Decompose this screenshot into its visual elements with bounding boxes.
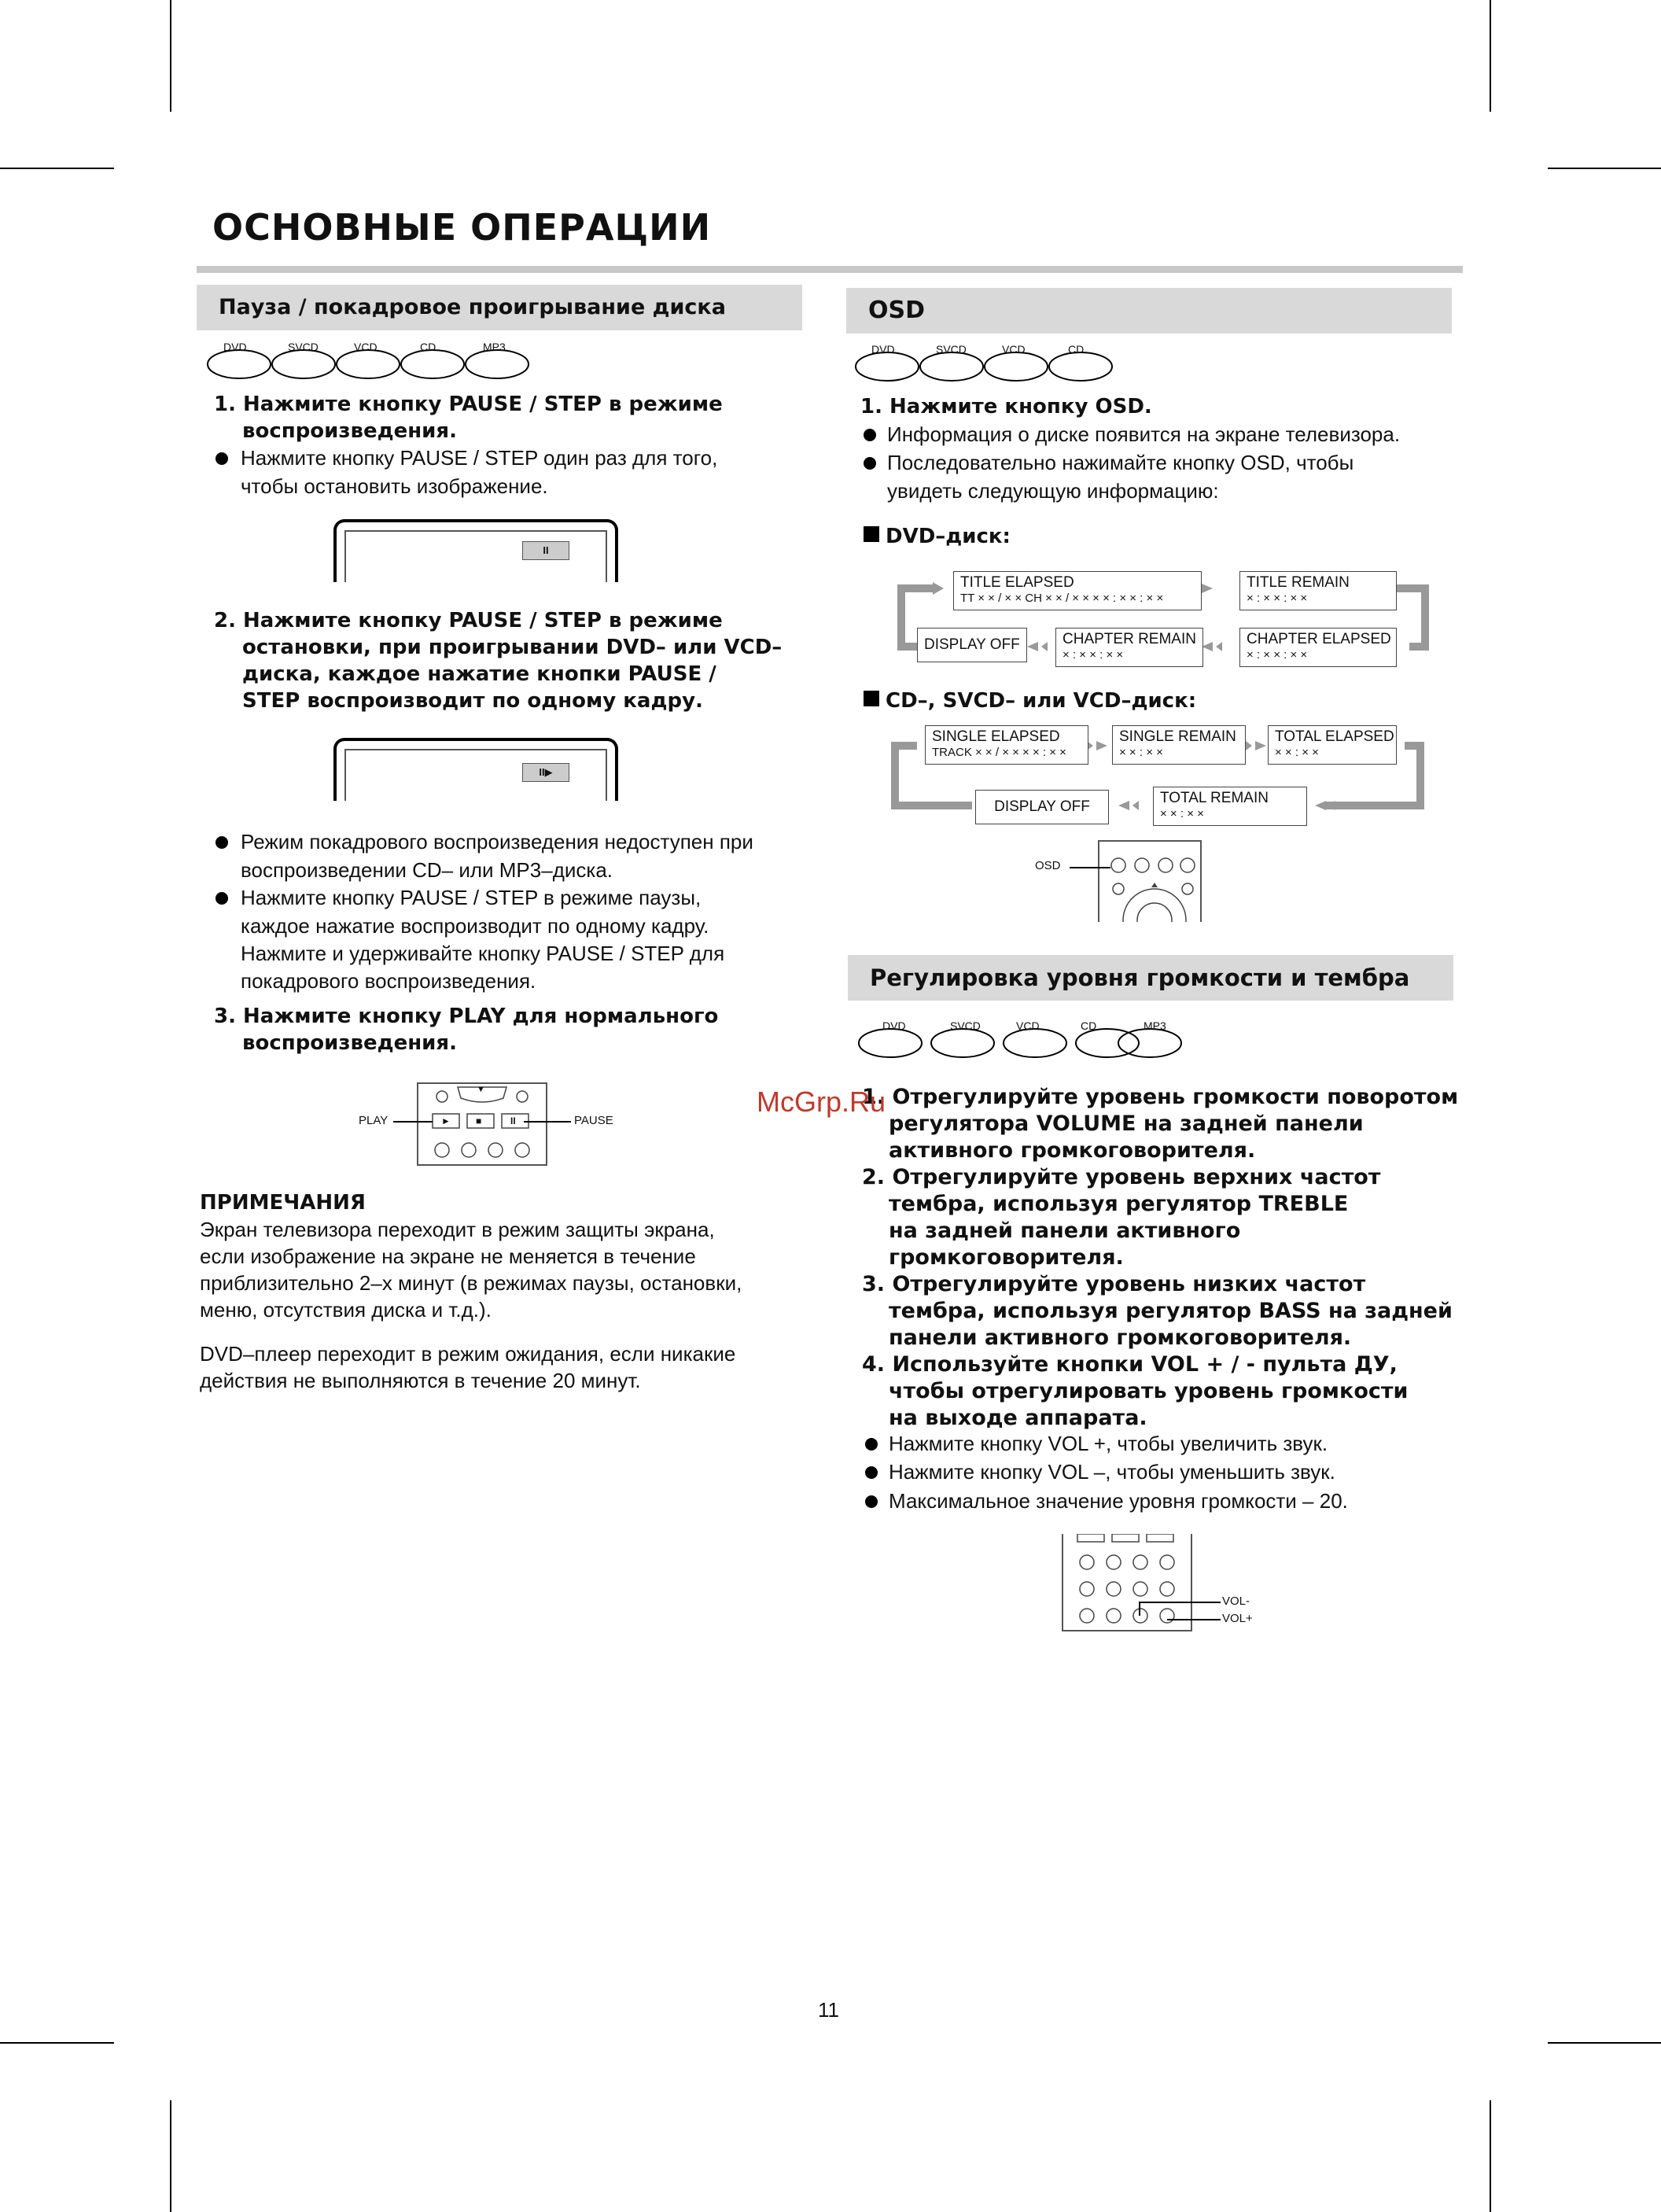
note-text: приблизительно 2–х минут (в режимах паузы, остановки, [200, 1271, 742, 1295]
play-icon: ► [441, 1115, 451, 1126]
osd-box-value: × × : × × [1119, 746, 1163, 759]
vol-step-4: 4. Используйте кнопки VOL + / - пульта ДУ, [862, 1352, 1398, 1377]
stop-icon: ■ [476, 1115, 482, 1126]
vol-step-3: тембра, используя регулятор BASS на задней [889, 1299, 1453, 1323]
step-3-line: 3. Нажмите кнопку PLAY для нормального [214, 1005, 719, 1028]
section-title: OSD [868, 297, 926, 324]
disc-icons [854, 343, 1121, 384]
remote-buttons [1099, 842, 1200, 922]
vol-step-4: на выходе аппарата. [889, 1406, 1147, 1430]
step-1-line: 1. Нажмите кнопку PAUSE / STEP в режиме [214, 393, 723, 416]
disc-label: DVD [223, 341, 247, 353]
bullet-text: Нажмите и удерживайте кнопку PAUSE / STEP для [241, 942, 725, 965]
bullet-text: Режим покадрового воспроизведения недоступен при [241, 830, 753, 853]
bullet-dot [865, 1438, 878, 1451]
page-title: ОСНОВНЫЕ ОПЕРАЦИИ [212, 206, 712, 249]
disc-label: SVCD [950, 1019, 981, 1032]
crop-mark [1490, 0, 1491, 112]
vol-step-2: на задней панели активного [889, 1218, 1241, 1243]
osd-box-single-remain [1112, 725, 1246, 765]
osd-label: OSD [1035, 859, 1061, 872]
step-2-line: STEP воспроизводит по одному кадру. [242, 689, 703, 713]
osd-box-label: TITLE ELAPSED [960, 574, 1074, 591]
disc-label: VCD [1002, 343, 1026, 356]
bullet-text: Нажмите кнопку PAUSE / STEP в режиме паузы, [241, 886, 702, 909]
step-2-line: 2. Нажмите кнопку PAUSE / STEP в режиме [214, 609, 723, 632]
osd-box-label: TOTAL REMAIN [1160, 790, 1269, 806]
leader-line [1139, 1602, 1140, 1616]
disc-icons [206, 341, 536, 382]
disc-label: CD [1081, 1019, 1097, 1032]
osd-box-chapter-remain [1055, 628, 1203, 667]
osd-box-chapter-elapsed [1239, 628, 1397, 667]
vol-step-1: 1. Отрегулируйте уровень громкости поворотом [862, 1085, 1459, 1109]
bullet-dot [215, 452, 228, 465]
tv-screen-step [333, 738, 618, 801]
bullet-dot [865, 1466, 878, 1479]
remote-buttons [1063, 1534, 1191, 1630]
crop-mark [1548, 168, 1661, 169]
remote-osd [1098, 840, 1202, 922]
disc-label: MP3 [1144, 1019, 1166, 1032]
osd-step-1: 1. Нажмите кнопку OSD. [860, 395, 1152, 418]
bullet-dot [865, 1495, 878, 1508]
bullet-text: Максимальное значение уровня громкости – 20. [889, 1489, 1348, 1513]
tv-screen-pause [333, 519, 618, 582]
osd-box-total-remain [1153, 787, 1307, 826]
osd-box-label: TITLE REMAIN [1247, 574, 1350, 591]
step-2-line: остановки, при проигрывании DVD– или VCD– [242, 636, 783, 659]
step-2-line: диска, каждое нажатие кнопки PAUSE / [242, 662, 716, 686]
vol-plus-label: VOL+ [1222, 1612, 1253, 1625]
leader-line [1070, 867, 1110, 868]
bullet-text: Нажмите кнопку VOL –, чтобы уменьшить звук. [889, 1460, 1335, 1484]
bullet-dot [864, 457, 876, 470]
leader-line [393, 1121, 433, 1123]
bullet-text: Последовательно нажимайте кнопку OSD, чтобы [887, 451, 1354, 474]
disc-label: CD [420, 341, 436, 353]
osd-box-label: CHAPTER REMAIN [1063, 631, 1196, 647]
osd-box-label: SINGLE REMAIN [1119, 728, 1236, 745]
watermark: McGrp.Ru [757, 1086, 886, 1118]
step-3-line: воспроизведения. [242, 1031, 457, 1055]
disc-label: VCD [354, 341, 378, 353]
dvd-heading: DVD–диск: [886, 525, 1011, 548]
square-bullet-icon [864, 691, 879, 706]
disc-label: SVCD [288, 341, 319, 353]
section-osd-header [846, 288, 1452, 334]
osd-box-value: TT × × / × × CH × × / × × × × : × × : × × [960, 592, 1164, 605]
crop-mark [0, 2042, 114, 2044]
vol-step-1: регулятора VOLUME на задней панели [889, 1112, 1364, 1136]
section-volume-header [848, 955, 1453, 1001]
vol-step-3: панели активного громкоговорителя. [889, 1325, 1352, 1350]
bullet-text: покадрового воспроизведения. [241, 969, 536, 993]
osd-box-label: DISPLAY OFF [994, 798, 1090, 815]
vol-step-1: активного громкоговорителя. [889, 1138, 1256, 1163]
note-text: меню, отсутствия диска и т.д.). [200, 1298, 492, 1322]
disc-label: SVCD [936, 343, 967, 356]
crop-mark [0, 168, 114, 169]
remote-play-pause [417, 1082, 547, 1166]
bullet-text: увидеть следующую информацию: [887, 479, 1219, 503]
bullet-text: воспроизведении CD– или MP3–диска. [241, 858, 613, 882]
note-text: DVD–плеер переходит в режим ожидания, если никакие [200, 1342, 736, 1366]
note-text: Экран телевизора переходит в режим защиты экрана, [200, 1218, 715, 1241]
osd-box-single-elapsed [925, 725, 1088, 765]
vol-minus-label: VOL- [1222, 1594, 1250, 1608]
osd-box-total-elapsed [1268, 725, 1397, 765]
bullet-text: чтобы остановить изображение. [241, 474, 548, 498]
note-text: действия не выполняются в течение 20 минут. [200, 1369, 641, 1392]
disc-label: DVD [882, 1019, 906, 1032]
vol-step-3: 3. Отрегулируйте уровень низких частот [862, 1272, 1366, 1296]
crop-mark [170, 0, 171, 112]
down-arrow-icon: ▼ [477, 1085, 485, 1094]
osd-box-title-elapsed [953, 571, 1202, 610]
vol-step-2: 2. Отрегулируйте уровень верхних частот [862, 1165, 1381, 1189]
osd-box-display-off [917, 628, 1027, 662]
osd-box-label: CHAPTER ELAPSED [1247, 631, 1391, 647]
cd-heading: CD–, SVCD– или VCD–диск: [886, 689, 1197, 713]
osd-box-value: × : × × : × × [1247, 648, 1308, 662]
osd-box-label: SINGLE ELAPSED [932, 728, 1060, 745]
notes-title: ПРИМЕЧАНИЯ [200, 1191, 366, 1215]
leader-line [524, 1121, 571, 1123]
remote-volume [1062, 1534, 1192, 1631]
bullet-dot [215, 892, 228, 905]
leader-line [1167, 1619, 1221, 1620]
section-title: Пауза / покадровое проигрывание диска [219, 295, 726, 319]
crop-mark [1490, 2100, 1491, 2212]
square-bullet-icon [864, 526, 879, 542]
remote-buttons [418, 1084, 546, 1164]
title-rule [197, 266, 1463, 273]
step-icon: II▶ [522, 763, 569, 782]
bullet-text: Информация о диске появится на экране телевизора. [887, 422, 1401, 446]
pause-icon: II [510, 1115, 516, 1126]
osd-box-label: DISPLAY OFF [924, 636, 1020, 653]
pause-icon: II [522, 541, 569, 560]
play-label: PLAY [359, 1114, 389, 1127]
pause-label: PAUSE [574, 1114, 613, 1127]
osd-box-value: × × : × × [1275, 746, 1319, 759]
osd-box-display-off [975, 790, 1109, 824]
disc-icons [857, 1019, 1188, 1060]
bullet-dot [215, 836, 228, 849]
disc-label: VCD [1016, 1019, 1040, 1032]
bullet-text: Нажмите кнопку VOL +, чтобы увеличить звук. [889, 1432, 1328, 1455]
disc-label: DVD [871, 343, 895, 356]
section-title: Регулировка уровня громкости и тембра [870, 964, 1410, 991]
crop-mark [1548, 2042, 1661, 2044]
bullet-text: каждое нажатие воспроизводит по одному кадру. [241, 914, 709, 938]
step-1-line: воспроизведения. [242, 419, 457, 443]
leader-line [1139, 1602, 1221, 1603]
section-pause-header [197, 285, 802, 330]
osd-box-value: × : × × : × × [1247, 592, 1308, 605]
bullet-dot [864, 429, 876, 441]
osd-box-value: TRACK × × / × × × × : × × [932, 746, 1066, 759]
osd-box-title-remain [1239, 571, 1397, 610]
crop-mark [170, 2100, 171, 2212]
page-number: 11 [818, 1998, 839, 2022]
osd-box-label: TOTAL ELAPSED [1275, 728, 1394, 745]
vol-step-4: чтобы отрегулировать уровень громкости [889, 1379, 1409, 1403]
disc-label: MP3 [483, 341, 506, 353]
osd-box-value: × : × × : × × [1063, 648, 1124, 662]
disc-label: CD [1068, 343, 1085, 356]
note-text: если изображение на экране не меняется в течение [200, 1244, 696, 1268]
bullet-text: Нажмите кнопку PAUSE / STEP один раз для того, [241, 446, 718, 470]
vol-step-2: громкоговорителя. [889, 1245, 1124, 1270]
vol-step-2: тембра, используя регулятор TREBLE [889, 1192, 1349, 1216]
osd-box-value: × × : × × [1160, 807, 1204, 820]
